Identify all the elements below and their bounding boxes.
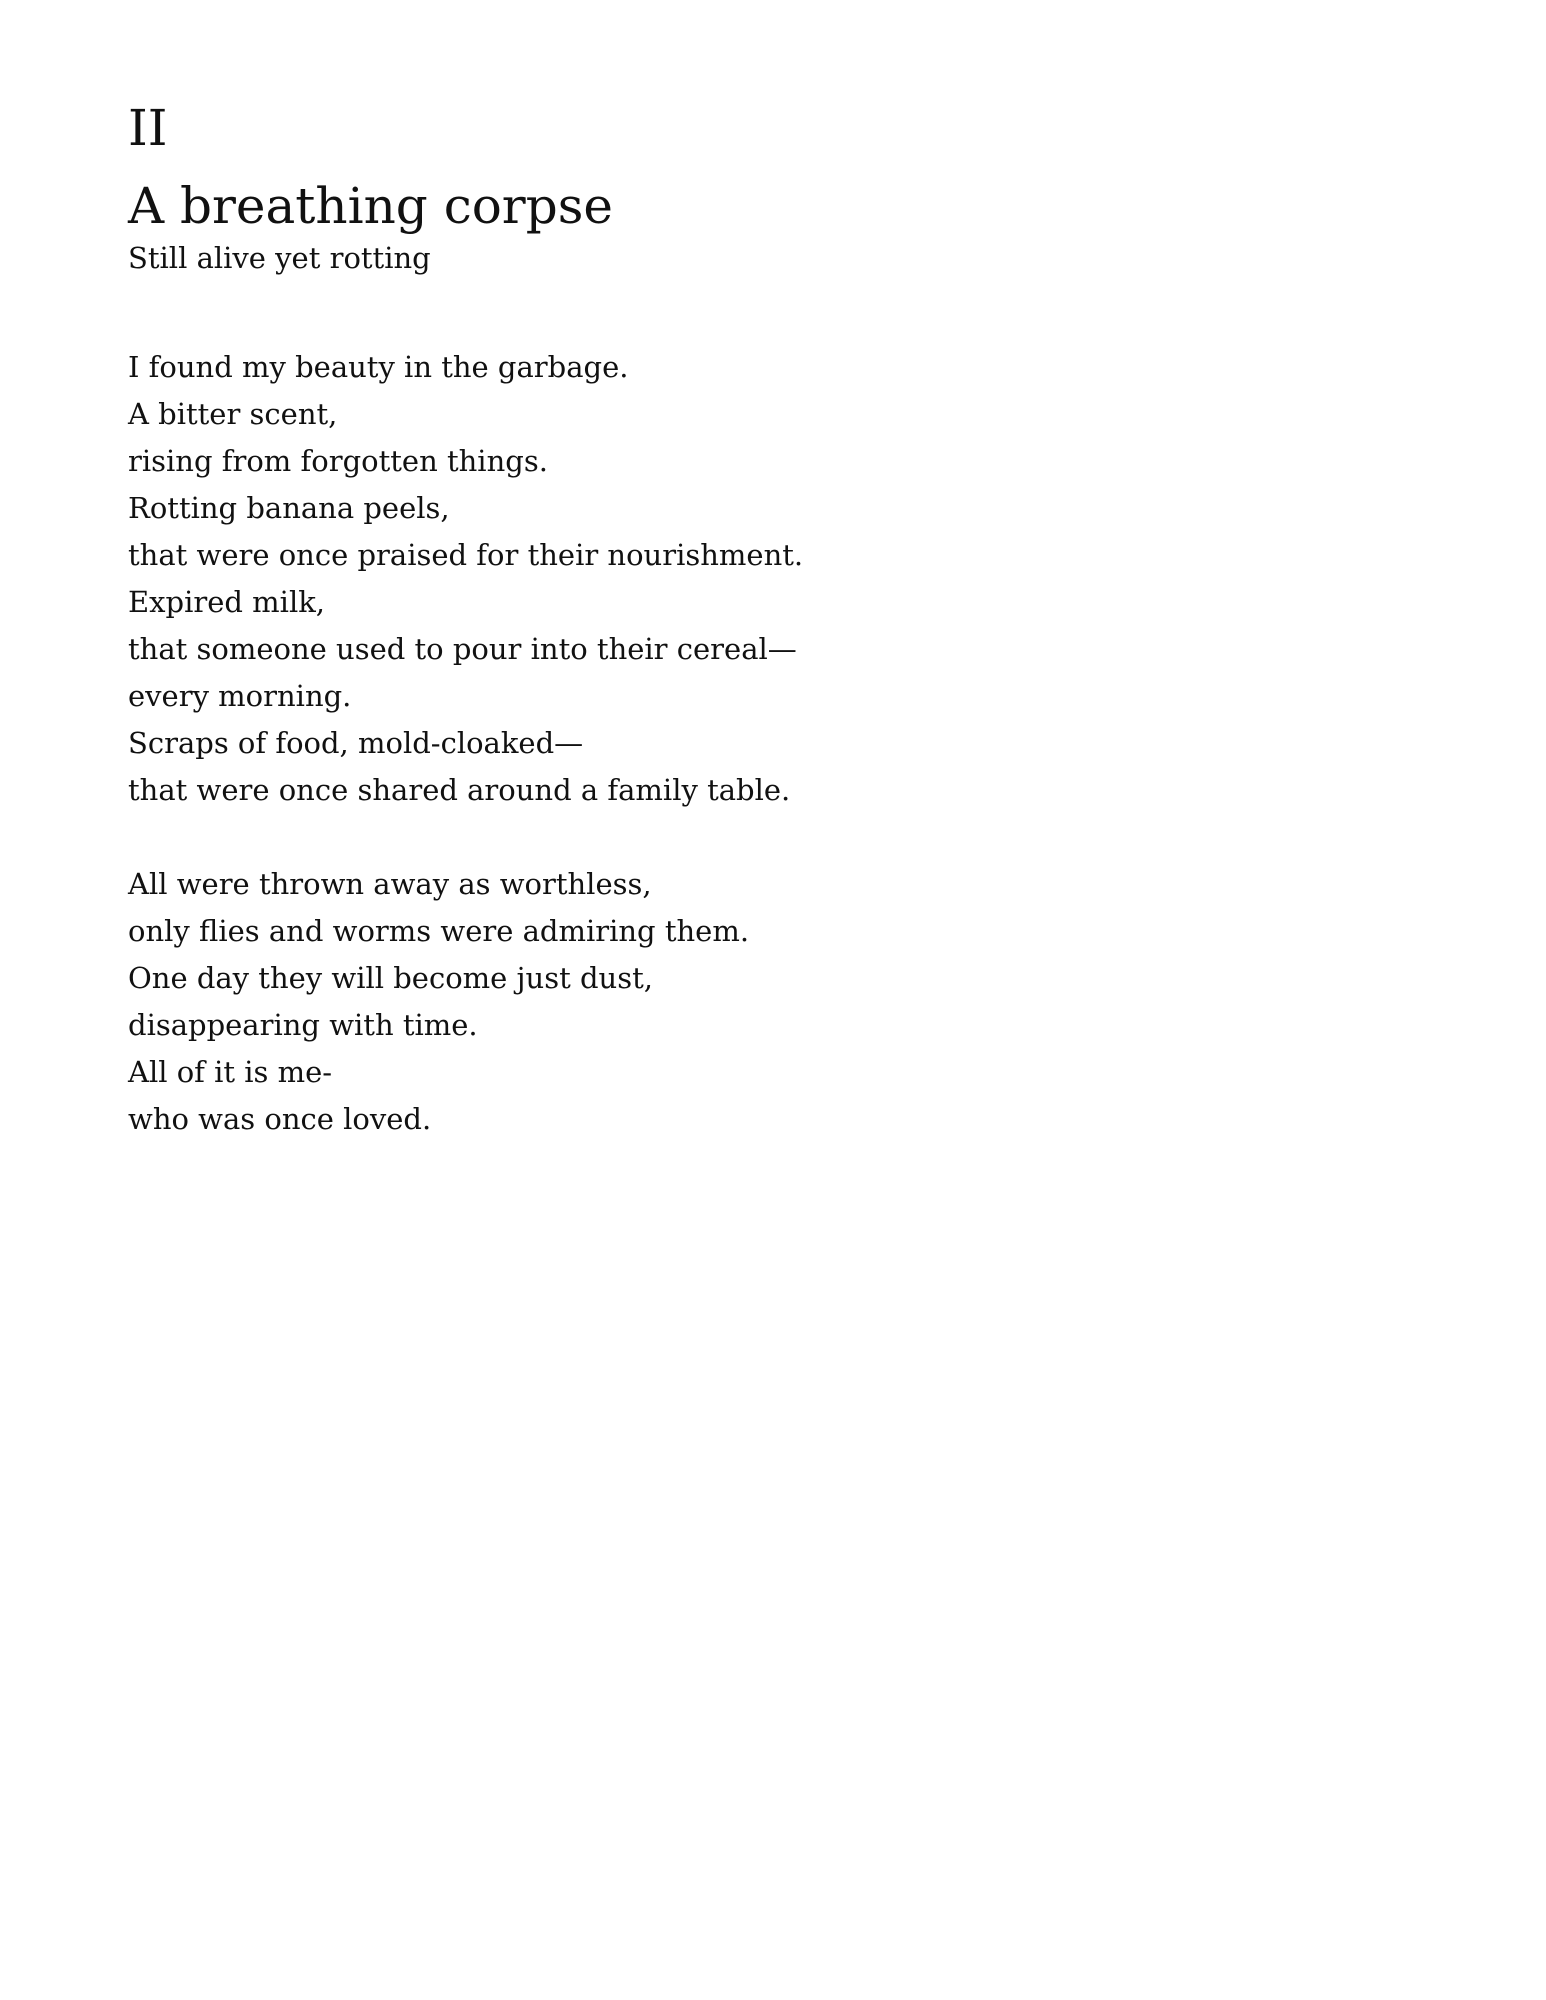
poem-line: I found my beauty in the garbage. [128,350,629,384]
poem-title: A breathing corpse [128,177,613,235]
poem-line: Rotting banana peels, [128,491,450,525]
poem-line: One day they will become just dust, [128,961,653,995]
poem-line: only flies and worms were admiring them. [128,914,750,948]
poem-line: every morning. [128,679,352,713]
poem-line: All of it is me- [128,1055,333,1089]
stanza-1 [128,344,1428,814]
poem-line: that someone used to pour into their cereal— [128,632,797,666]
poem-line: that were once shared around a family table. [128,773,791,807]
stanza-2 [128,861,1428,1143]
poem-line: Scraps of food, mold-cloaked— [128,726,584,760]
poem-line: that were once praised for their nourishment. [128,538,804,572]
poem-line: who was once loved. [128,1102,432,1136]
poem-line: Expired milk, [128,585,326,619]
poem-subtitle: Still alive yet rotting [128,241,431,275]
document-page [128,96,1428,1143]
poem-line: disappearing with time. [128,1008,478,1042]
poem-line: A bitter scent, [128,397,338,431]
poem-line: All were thrown away as worthless, [128,867,652,901]
section-number: II [128,99,168,157]
poem-line: rising from forgotten things. [128,444,548,478]
